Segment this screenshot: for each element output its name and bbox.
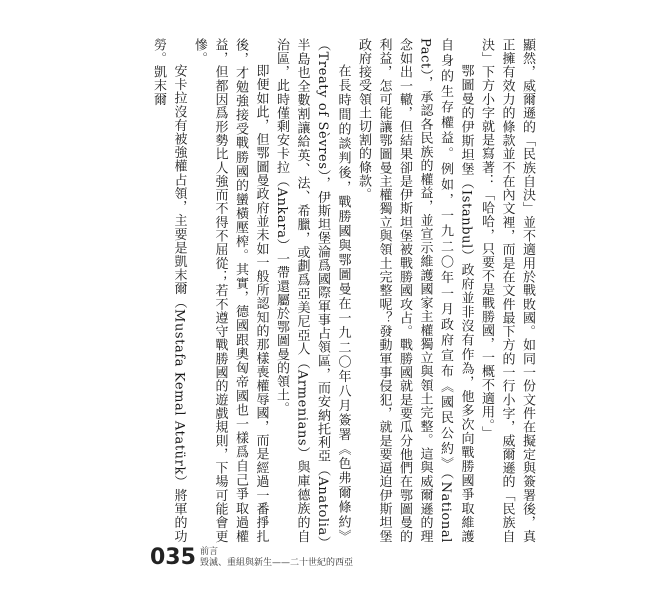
paragraph-4: 即便如此，但鄂圖曼政府並未如一般所認知的那樣喪權辱國，而是經過一番掙扎後，才勉強接受戰勝國的蠻橫壓榨。其實，德國跟奧匈帝國也一樣爲自己爭取過權益，但都因爲形勢比人強而不得不屈從；若不遵守戰勝國的遊戲規則，下場可能會更慘。 <box>192 38 269 543</box>
paragraph-2: 鄂圖曼的伊斯坦堡（Istanbul）政府並非沒有作為，他多次向戰勝國爭取維護自身的生存權益。例如，一九二〇年一月政府宣布《國民公約》（National Pact），承認各民族的權益，並宣示維護國家主權獨立與領土完整。這與威爾遜的理念如出一轍，但結果卻是伊斯坦堡被戰勝國攻占。戰勝國就是要瓜分他們在鄂圖曼的利益，怎可能讓鄂圖曼主權獨立與領土完整呢？發動軍事侵犯，就是要逼迫伊斯坦堡政府接受領土切割的條款。 <box>356 38 474 543</box>
section-label: 前言 <box>199 546 218 557</box>
paragraph-5: 安卡拉沒有被強權占領，主要是凱末爾（Mustafa Kemal Atatürk）將軍的功勞。凱末爾 <box>151 38 187 543</box>
paragraph-3: 在長時間的談判後，戰勝國與鄂圖曼在一九二〇年八月簽署《色弗爾條約》（Treaty of Sèvres），伊斯坦堡淪爲國際軍事占領區，而安納托利亞（Anatolia）半島也全數割讓給英、法、希臘，或劃爲亞美尼亞人（Armenians）與庫德族的自治區，此時僅剩安卡拉（Ankara）一帶還屬於鄂圖曼的領土。 <box>274 38 351 543</box>
page-footer <box>150 545 353 570</box>
page-body-text <box>77 38 537 543</box>
page-number: 035 <box>150 545 196 570</box>
book-title: 毀滅、重組與新生——二十世紀的西亞 <box>199 557 353 568</box>
running-footer <box>200 547 353 569</box>
paragraph-1: 顯然，威爾遜的「民族自決」並不適用於戰敗國。如同一份文件在擬定與簽署後，真正擁有效力的條款並不在內文裡，而是在文件最下方的一行小字，威爾遜的「民族自決」下方小字就是寫著：「哈哈，只要不是戰勝國，一概不適用。」 <box>479 38 535 543</box>
